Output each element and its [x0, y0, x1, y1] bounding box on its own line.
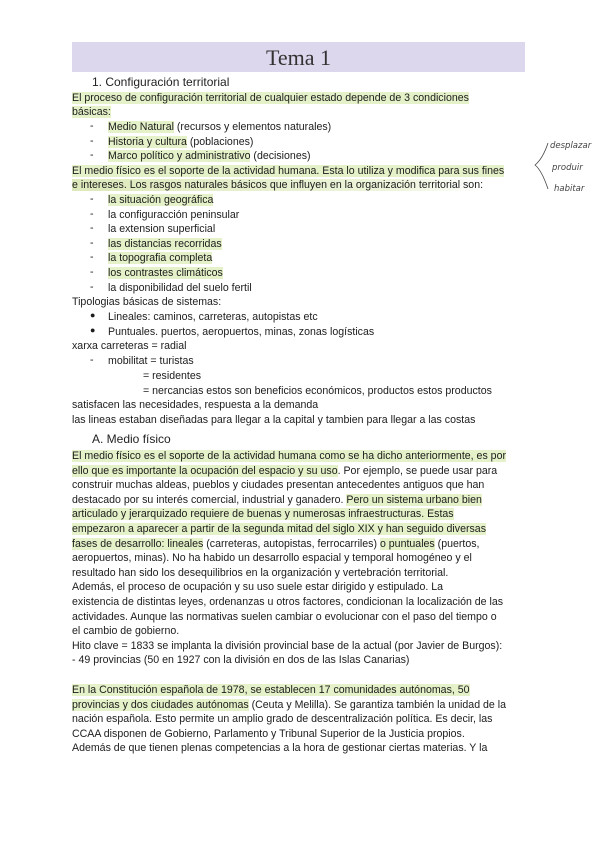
- mercancias-line: = nercancias estos son beneficios económicos, productos estos productos: [143, 385, 492, 397]
- dash-bullet: -: [90, 193, 94, 205]
- rasgo-item: [108, 281, 252, 296]
- sistema-item: Lineales: caminos, carreteras, autopistas etc: [108, 311, 318, 323]
- rasgo-item: [108, 193, 213, 208]
- text-run: resultado han sido los desequilibrios en la organización y vertebración territorial.: [72, 566, 449, 579]
- text-run: Además, el proceso de ocupación y su uso suele estar dirigido y estipulado. La: [72, 581, 444, 594]
- condition-highlight: Medio Natural: [108, 121, 174, 133]
- dash-bullet: -: [90, 236, 94, 249]
- rasgo-item: [108, 266, 223, 281]
- dash-bullet: -: [90, 354, 94, 366]
- rasgo-text: los contrastes climáticos: [108, 267, 223, 279]
- text-run: Pero un sistema urbano bien: [346, 493, 482, 506]
- text-run: nación española. Esto permite un amplio grado de descentralización política. Es decir, las: [72, 713, 493, 726]
- paragraph-line: [72, 712, 492, 727]
- section-heading-configuracion: 1. Configuración territorial: [92, 75, 230, 89]
- intro-line-2: básicas:: [72, 106, 111, 118]
- dash-bullet: -: [90, 222, 94, 235]
- section-heading-medio-fisico: A. Medio físico: [92, 432, 171, 446]
- paragraph-line: [72, 683, 470, 698]
- text-run: (carreteras, autopistas, ferrocarriles): [203, 537, 380, 550]
- dash-bullet: -: [90, 149, 94, 162]
- rasgo-text: la situación geográfica: [108, 194, 214, 206]
- text-run: actividades. Aunque las normativas suelen cambiar o evolucionar con el paso del tiempo o: [72, 610, 497, 623]
- residentes-line: = residentes: [143, 370, 202, 382]
- mobilitat-line: mobilitat = turistas: [108, 355, 194, 367]
- rasgo-text: las distancias recorridas: [108, 237, 222, 250]
- paragraph-line: [72, 478, 484, 493]
- dash-bullet: -: [90, 207, 94, 220]
- paragraph-line: [72, 610, 497, 625]
- margin-note-1: desplazar: [550, 141, 592, 151]
- text-run: ello que es importante la ocupación del espacio y su uso: [72, 464, 338, 477]
- paragraph-line: [72, 653, 409, 668]
- paragraph-line: [72, 741, 487, 756]
- paragraph-line: [72, 449, 506, 464]
- title-banner: [72, 42, 525, 72]
- text-run: Hito clave = 1833 se implanta la división provincial base de la actual (por Javier de Burgos):: [72, 639, 503, 652]
- paragraph-line: [72, 522, 486, 537]
- text-run: destacado por su interés comercial, industrial y ganadero.: [72, 493, 347, 506]
- margin-note-3: habitar: [554, 184, 585, 194]
- text-run: El medio físico es el soporte de la actividad humana como se ha dicho anteriormente, es por: [72, 450, 506, 462]
- rasgo-text: la extension superficial: [108, 223, 216, 236]
- text-run: el cambio de gobierno.: [72, 625, 180, 638]
- condition-detail: (poblaciones): [186, 135, 254, 148]
- dash-bullet: -: [90, 120, 94, 132]
- text-run: . Por ejemplo, se puede usar para: [337, 464, 498, 477]
- condition-detail: (decisiones): [250, 150, 311, 163]
- lineas-line: las lineas estaban diseñadas para llegar a la capital y tambien para llegar a las costas: [72, 414, 476, 426]
- text-run: aeropuertos, minas). No ha habido un desarrollo espacial y temporal homogéneo y el: [72, 552, 472, 565]
- page-title: Tema 1: [265, 45, 332, 70]
- dash-bullet: -: [90, 134, 94, 147]
- paragraph-line: [72, 624, 179, 639]
- margin-note-2: produir: [552, 163, 583, 173]
- satisfacen-line: satisfacen las necesidades, respuesta a la demanda: [72, 399, 319, 411]
- text-run: provincias y dos ciudades autónomas: [72, 698, 249, 711]
- rasgo-text: la configuracción peninsular: [108, 208, 240, 221]
- paragraph-line: [72, 595, 503, 610]
- text-run: articulado y jerarquizado requiere de buenas y numerosas infraestructuras. Estas: [72, 508, 454, 521]
- condition-detail: (recursos y elementos naturales): [173, 121, 332, 133]
- rasgo-item: [108, 222, 215, 237]
- condition-item: [108, 120, 331, 135]
- dash-bullet: -: [90, 280, 94, 293]
- condition-highlight: Historia y cultura: [108, 135, 187, 148]
- text-run: fases de desarrollo: lineales: [72, 537, 204, 550]
- text-run: - 49 provincias (50 en 1927 con la división en dos de las Islas Canarias): [72, 654, 410, 667]
- dash-bullet: -: [90, 266, 94, 278]
- condition-highlight: Marco político y administrativo: [108, 150, 251, 163]
- paragraph-line: [72, 507, 454, 522]
- rasgo-item: [108, 251, 212, 266]
- paragraph-line: [72, 493, 482, 508]
- text-run: CCAA disponen de Gobierno, Parlamento y Tribunal Superior de la Justicia propios.: [72, 727, 465, 740]
- intro-line-1: El proceso de configuración territorial de cualquier estado depende de 3 condiciones: [72, 92, 469, 104]
- text-run: En la Constitución española de 1978, se establecen 17 comunidades autónomas, 50: [72, 684, 470, 696]
- paragraph-line: [72, 566, 448, 581]
- condition-item: [108, 135, 253, 150]
- xarxa-line: xarxa carreteras = radial: [72, 340, 187, 352]
- text-run: Además de que tienen plenas competencias a la hora de gestionar ciertas materias. Y la: [72, 742, 488, 755]
- text-run: (puertos,: [434, 537, 480, 550]
- paragraph-line: [72, 551, 472, 566]
- rasgo-item: [108, 237, 222, 252]
- rasgo-item: [108, 208, 239, 223]
- sistema-item: Puntuales. puertos, aeropuertos, minas, zonas logísticas: [108, 325, 375, 338]
- medio-line-1: El medio físico es el soporte de la actividad humana. Esta lo utiliza y modifica para sus fines: [72, 165, 505, 177]
- rasgo-text: la disponibilidad del suelo fertil: [108, 281, 252, 294]
- text-run: o puntuales: [379, 537, 435, 550]
- medio-line-2: e intereses. Los rasgos naturales básicos que influyen en la organización territorial son:: [72, 179, 484, 191]
- text-run: empezaron a aparecer a partir de la segunda mitad del siglo XIX y han seguido diversas: [72, 523, 486, 535]
- rasgo-text: la topografia completa: [108, 252, 213, 265]
- paragraph-line: [72, 537, 479, 552]
- dot-bullet: ●: [90, 324, 96, 335]
- paragraph-line: [72, 698, 506, 713]
- text-run: construir muchas aldeas, pueblos y ciudades presentan antecedentes antiguos que han: [72, 479, 485, 492]
- text-run: existencia de distintas leyes, ordenanzas u otros factores, condicionan la localización de las: [72, 596, 504, 608]
- tipologias-label: Tipologias básicas de sistemas:: [72, 296, 222, 308]
- paragraph-line: [72, 464, 497, 479]
- dot-bullet: ●: [90, 310, 96, 320]
- condition-item: [108, 149, 311, 164]
- paragraph-line: [72, 580, 443, 595]
- paragraph-line: [72, 727, 465, 742]
- dash-bullet: -: [90, 251, 94, 264]
- paragraph-line: [72, 639, 502, 654]
- text-run: (Ceuta y Melilla). Se garantiza también la unidad de la: [248, 698, 507, 711]
